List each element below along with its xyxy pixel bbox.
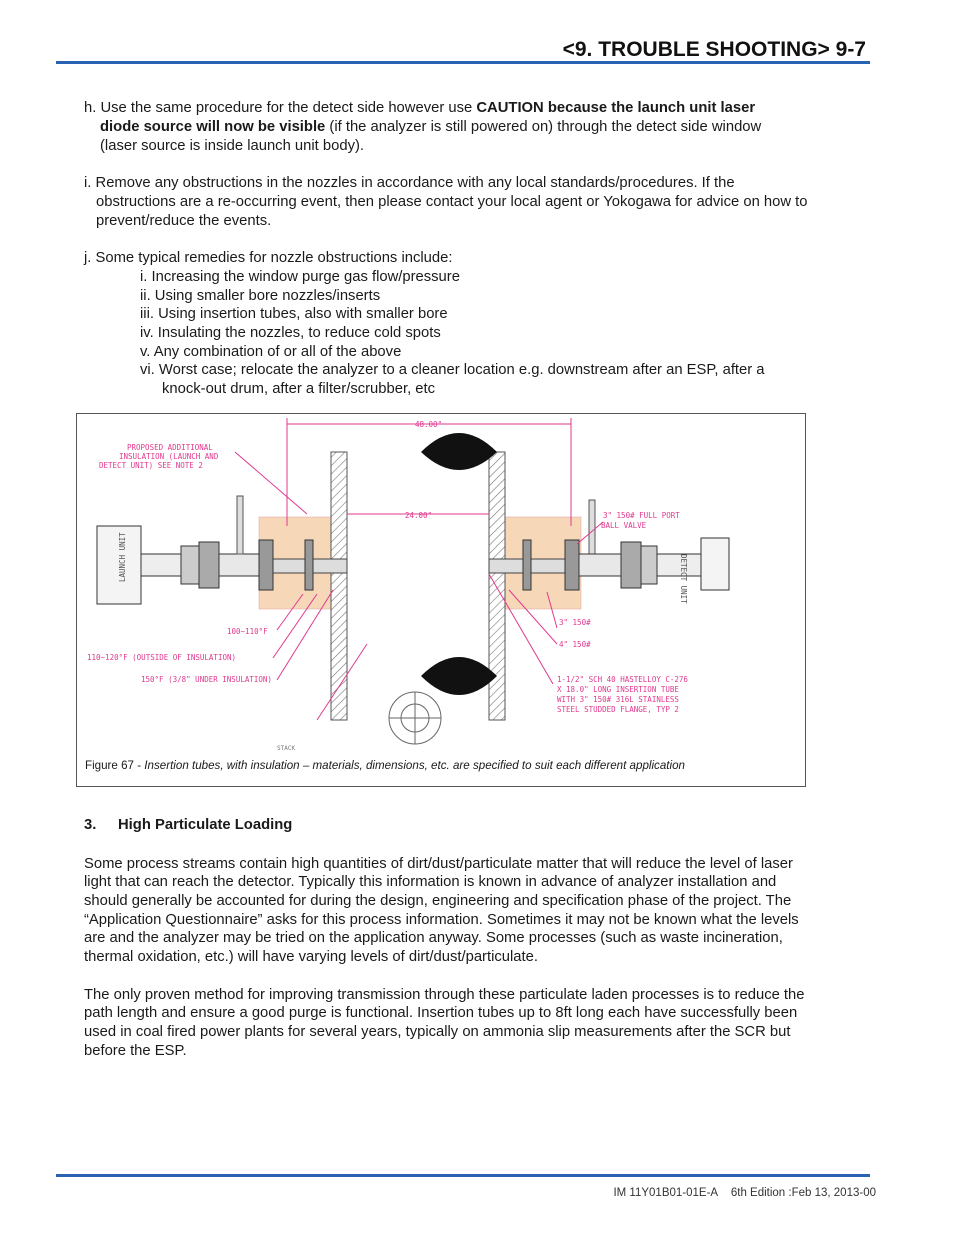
para1-line: should generally be accounted for during the design, engineering and specification phase of the project. The (84, 893, 792, 909)
item-h-caution-b: diode source will now be visible (100, 119, 326, 135)
header-divider (56, 61, 870, 64)
caption-prefix: Figure 67 - (85, 759, 145, 772)
remedy-item: i. Increasing the window purge gas flow/pressure (140, 269, 460, 285)
figure-caption (85, 759, 685, 772)
label-tube-note-3: WITH 3" 150# 316L STAINLESS (557, 695, 679, 704)
label-dim-inner: 24.00" (405, 511, 433, 520)
item-h-prefix: h. Use the same procedure for the detect side however use (84, 100, 477, 116)
label-proposed-3: DETECT UNIT) SEE NOTE 2 (99, 461, 203, 470)
para1-line: thermal oxidation, etc.) will have varying levels of dirt/dust/particulate. (84, 949, 538, 965)
item-i-line2: obstructions are a re-occurring event, then please contact your local agent or Yokogawa for advice on how to (96, 194, 808, 210)
remedy-item: iii. Using insertion tubes, also with smaller bore (140, 306, 448, 322)
figure-67 (76, 413, 806, 787)
remedy-item: vi. Worst case; relocate the analyzer to a cleaner location e.g. downstream after an ESP, after a (140, 362, 765, 378)
item-h-line2: diode source will now be visible (if the analyzer is still powered on) through the detect side window (100, 119, 762, 135)
page-title: <9. TROUBLE SHOOTING> 9-7 (562, 38, 866, 61)
para1-line: light that can reach the detector. Typically this information is known in advance of analyzer installation and (84, 874, 777, 890)
remedy-item: iv. Insulating the nozzles, to reduce cold spots (140, 325, 441, 341)
para1-line: are and the analyzer may be tried on the application anyway. Some processes (such as waste incineration, (84, 930, 783, 946)
para1-line: “Application Questionnaire” asks for this process information. Sometimes it may not be known what the levels (84, 912, 799, 928)
label-detect-unit: DETECT UNIT (679, 554, 688, 604)
insertion-tube-diagram (77, 414, 805, 754)
item-h-line3: (laser source is inside launch unit body). (100, 138, 365, 154)
section-title: High Particulate Loading (118, 817, 293, 833)
item-h-caution-a: CAUTION because the launch unit laser (476, 100, 756, 116)
edition: 6th Edition :Feb 13, 2013-00 (730, 1187, 876, 1199)
remedy-item-continuation: knock-out drum, after a filter/scrubber, etc (162, 381, 436, 397)
item-i-line1: i. Remove any obstructions in the nozzles in accordance with any local standards/procedures. If the (84, 175, 735, 191)
label-ball-valve-2: BALL VALVE (601, 521, 647, 530)
remedy-item: v. Any combination of or all of the above (140, 344, 402, 360)
footer (613, 1187, 876, 1199)
section-number: 3. (84, 817, 97, 833)
para2-line: The only proven method for improving transmission through these particulate laden processes is to reduce the (84, 987, 805, 1003)
caption-text: Insertion tubes, with insulation – materials, dimensions, etc. are specified to suit each different application (144, 759, 685, 772)
label-temp-1: 100~110°F (227, 627, 268, 636)
label-temp-2: 110~120°F (OUTSIDE OF INSULATION) (87, 653, 237, 662)
para2-line: before the ESP. (84, 1043, 187, 1059)
item-i-line3: prevent/reduce the events. (96, 213, 272, 229)
doc-id: IM 11Y01B01-01E-A (613, 1187, 719, 1199)
remedy-item: ii. Using smaller bore nozzles/inserts (140, 288, 381, 304)
label-dim-outer: 48.00" (415, 420, 443, 429)
label-flange-4: 4" 150# (559, 640, 591, 649)
section-heading (84, 817, 292, 833)
label-proposed-1: PROPOSED ADDITIONAL (127, 443, 213, 452)
item-h-line1 (84, 99, 755, 118)
para2-line: used in coal fired power plants for several years, typically on ammonia slip measurements after the SCR but (84, 1024, 791, 1040)
label-flange-3: 3" 150# (559, 618, 591, 627)
para1-line: Some process streams contain high quantities of dirt/dust/particulate matter that will reduce the level of laser (84, 856, 793, 872)
footer-divider (56, 1174, 870, 1177)
label-stack: STACK (277, 745, 296, 752)
item-j-intro: j. Some typical remedies for nozzle obstructions include: (84, 250, 453, 266)
label-ball-valve-1: 3" 150# FULL PORT (603, 511, 680, 520)
label-proposed-2: INSULATION (LAUNCH AND (119, 452, 219, 461)
label-tube-note-4: STEEL STUDDED FLANGE, TYP 2 (557, 705, 679, 714)
label-temp-3: 150°F (3/8" UNDER INSULATION) (141, 675, 272, 684)
para2-line: path length and ensure a good purge is functional. Insertion tubes up to 8ft long each have successfully been (84, 1005, 798, 1021)
label-tube-note-2: X 18.0" LONG INSERTION TUBE (557, 685, 679, 694)
label-launch-unit: LAUNCH UNIT (118, 532, 127, 582)
label-tube-note-1: 1-1/2" SCH 40 HASTELLOY C-276 (557, 675, 688, 684)
